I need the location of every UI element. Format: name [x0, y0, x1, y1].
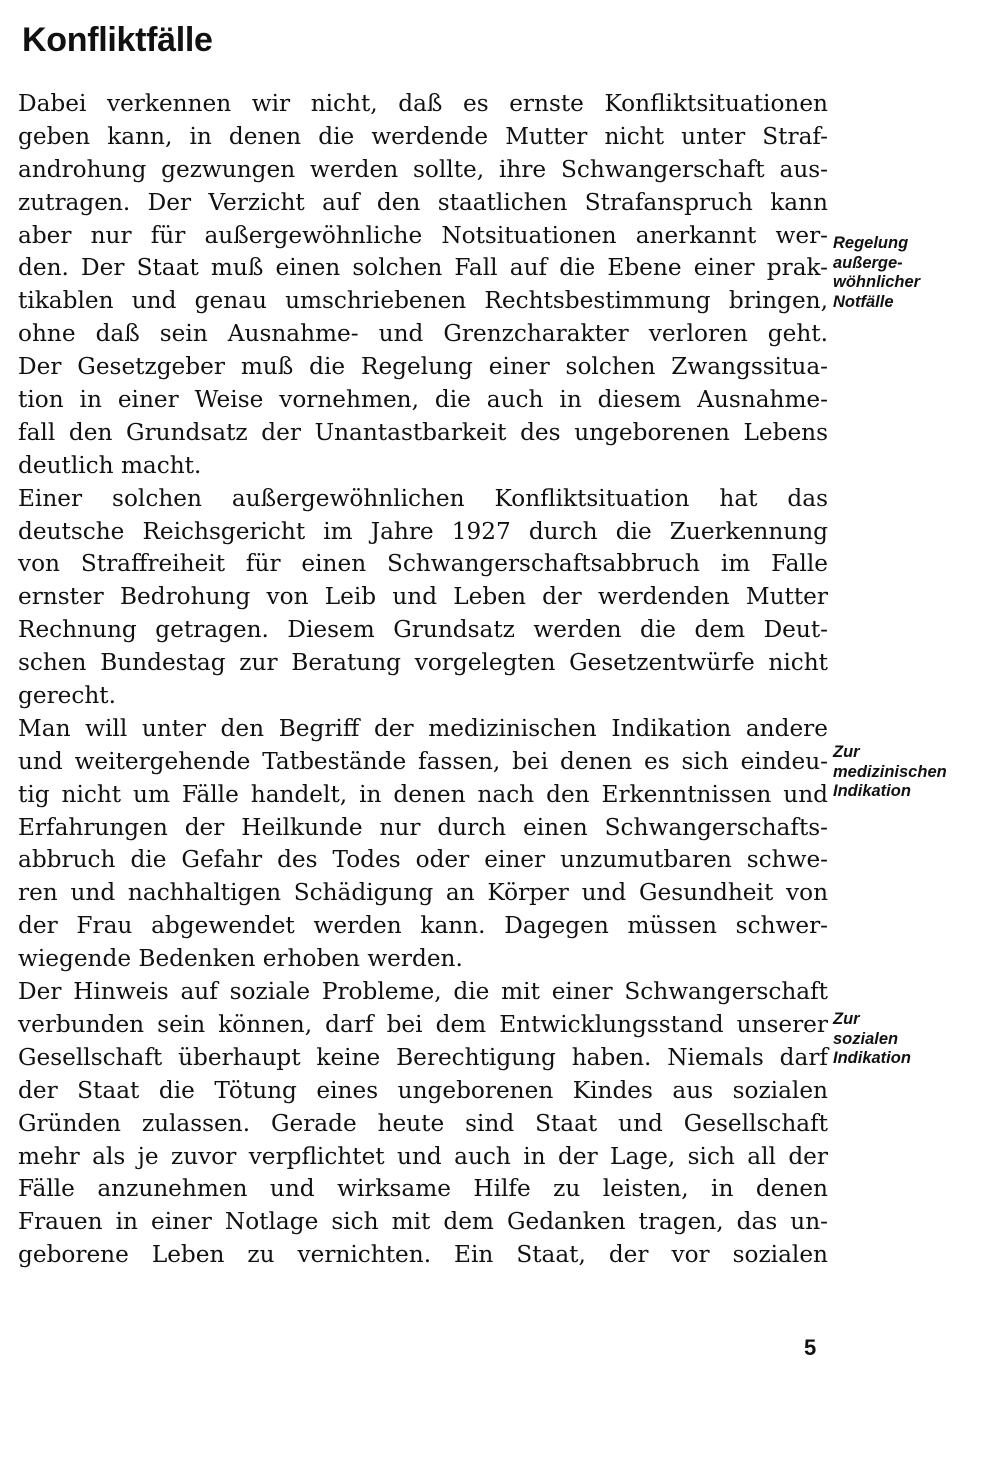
- text-line: verbunden sein können, darf bei dem Entwicklungsstand unserer: [18, 1010, 828, 1038]
- margin-note-line: Indikation: [833, 782, 911, 800]
- text-line: tig nicht um Fälle handelt, in denen nach den Erkenntnissen und: [18, 780, 828, 808]
- text-line: ren und nachhaltigen Schädigung an Körper und Gesundheit von: [18, 879, 828, 907]
- text-line: ernster Bedrohung von Leib und Leben der werdenden Mutter: [18, 583, 828, 611]
- text-line: Der Gesetzgeber muß die Regelung einer solchen Zwangssitua-: [18, 353, 828, 381]
- margin-note-line: medizinischen: [833, 762, 947, 781]
- page-title: Konfliktfälle: [22, 21, 213, 59]
- margin-note-line: Zur: [833, 743, 860, 761]
- text-line: geben kann, in denen die werdende Mutter nicht unter Straf-: [18, 122, 828, 150]
- text-line: Gesellschaft überhaupt keine Berechtigung haben. Niemals darf: [18, 1043, 828, 1071]
- text-line: den. Der Staat muß einen solchen Fall auf die Ebene einer prak-: [18, 254, 828, 282]
- text-line: Gründen zulassen. Gerade heute sind Staat und Gesellschaft: [18, 1109, 828, 1137]
- text-line: tion in einer Weise vornehmen, die auch in diesem Ausnahme-: [18, 386, 828, 414]
- text-line: wiegende Bedenken erhoben werden.: [18, 945, 463, 973]
- page-number: 5: [804, 1335, 817, 1360]
- text-line: deutsche Reichsgericht im Jahre 1927 durch die Zuerkennung: [18, 517, 828, 545]
- text-line: Rechnung getragen. Diesem Grundsatz werden die dem Deut-: [18, 616, 828, 644]
- margin-note-line: Zur: [833, 1010, 860, 1028]
- text-line: Fälle anzunehmen und wirksame Hilfe zu leisten, in denen: [18, 1175, 828, 1203]
- text-line: mehr als je zuvor verpflichtet und auch in der Lage, sich all der: [18, 1142, 828, 1170]
- text-line: schen Bundestag zur Beratung vorgelegten Gesetzentwürfe nicht: [18, 649, 828, 677]
- text-line: Frauen in einer Notlage sich mit dem Gedanken tragen, das un-: [18, 1208, 828, 1236]
- text-line: ohne daß sein Ausnahme- und Grenzcharakter verloren geht.: [18, 320, 828, 348]
- text-line: Erfahrungen der Heilkunde nur durch einen Schwangerschafts-: [18, 813, 828, 841]
- margin-note-medizinisch: [833, 743, 993, 802]
- text-line: zutragen. Der Verzicht auf den staatlichen Strafanspruch kann: [18, 188, 828, 216]
- margin-note-line: Indikation: [833, 1049, 911, 1067]
- text-line: aber nur für außergewöhnliche Notsituationen anerkannt wer-: [18, 221, 828, 249]
- text-line: und weitergehende Tatbestände fassen, bei denen es sich eindeu-: [18, 747, 828, 775]
- text-line: von Straffreiheit für einen Schwangerschaftsabbruch im Falle: [18, 550, 828, 578]
- text-line: Einer solchen außergewöhnlichen Konfliktsituation hat das: [18, 484, 828, 512]
- text-line: Der Hinweis auf soziale Probleme, die mit einer Schwangerschaft: [18, 978, 828, 1006]
- body-text: [18, 88, 828, 1272]
- text-line: abbruch die Gefahr des Todes oder einer unzumutbaren schwe-: [18, 846, 828, 874]
- margin-note-notfaelle: [833, 234, 993, 312]
- margin-note-sozial: [833, 1010, 993, 1069]
- margin-note-line: Notfälle: [833, 292, 894, 311]
- text-line: der Frau abgewendet werden kann. Dagegen müssen schwer-: [18, 912, 828, 940]
- margin-note-line: wöhnlicher: [833, 273, 921, 291]
- text-line: androhung gezwungen werden sollte, ihre Schwangerschaft aus-: [18, 155, 828, 183]
- text-line: deutlich macht.: [18, 451, 202, 479]
- text-line: tikablen und genau umschriebenen Rechtsbestimmung bringen,: [18, 287, 828, 315]
- margin-note-line: sozialen: [833, 1029, 899, 1048]
- text-line: Dabei verkennen wir nicht, daß es ernste Konfliktsituationen: [18, 90, 828, 117]
- margin-note-line: außerge-: [833, 253, 903, 272]
- text-line: der Staat die Tötung eines ungeborenen Kindes aus sozialen: [18, 1076, 828, 1104]
- text-line: Man will unter den Begriff der medizinischen Indikation andere: [18, 714, 828, 742]
- text-line: fall den Grundsatz der Unantastbarkeit des ungeborenen Lebens: [18, 418, 828, 446]
- text-line: geborene Leben zu vernichten. Ein Staat, der vor sozialen: [18, 1241, 828, 1269]
- margin-note-line: Regelung: [833, 234, 909, 252]
- text-line: gerecht.: [18, 682, 116, 710]
